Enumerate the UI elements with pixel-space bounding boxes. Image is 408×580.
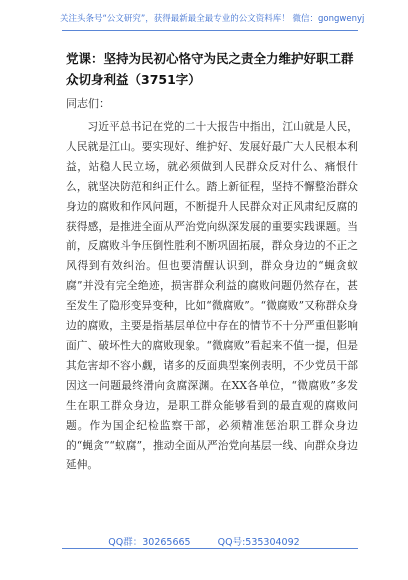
footer-qq-number: QQ号:535304092	[217, 537, 300, 548]
salutation: 同志们：	[66, 97, 110, 110]
body-text	[66, 117, 358, 475]
document-title: 党课：坚持为民初心恪守为民之责全力维护好职工群众切身利益（3751字）	[66, 51, 354, 87]
footer-contact	[0, 534, 408, 548]
header-divider	[62, 30, 358, 31]
footer-divider	[62, 548, 358, 549]
header-banner: 关注头条号“公文研究”，获得最新最全最专业的公文资料库！ 微信：gongwenyj	[60, 14, 365, 24]
body-paragraph: 习近平总书记在党的二十大报告中指出，江山就是人民，人民就是江山。要实现好、维护好、发展好最广大人民根本利益，站稳人民立场，就必须做到人民群众反对什么、痛恨什么，就坚决防范和纠正什么。踏上新征程，坚持不懈整治群众身边的腐败和作风问题，不断提升人民群众对正风肃纪反腐的获得感，是推进全面从严治党向纵深发展的重要实践课题。当前，反腐败斗争压倒性胜利不断巩固拓展，群众身边的不正之风得到有效纠治。但也要清醒认识到，群众身边的“蝇贪蚁腐”并没有完全绝迹，损害群众利益的腐败问题仍然存在，甚至发生了隐形变异变种，比如“微腐败”。“微腐败”又称群众身边的腐败，主要是指基层单位中存在的情节不十分严重但影响面广、破坏性大的腐败现象。“微腐败”看起来不值一提，但是其危害却不容小觑，诸多的反面典型案例表明，不少党员干部因这一问题最终滑向贪腐深渊。在XX各单位，“微腐败”多发生在职工群众身边，是职工群众能够看到的最直观的腐败问题。作为国企纪检监察干部，必须精准惩治职工群众身边的“蝇贪”“蚁腐”，推动全面从严治党向基层一线、向群众身边延伸。	[66, 120, 358, 472]
footer-qq-group: QQ群：30265665	[108, 537, 191, 548]
